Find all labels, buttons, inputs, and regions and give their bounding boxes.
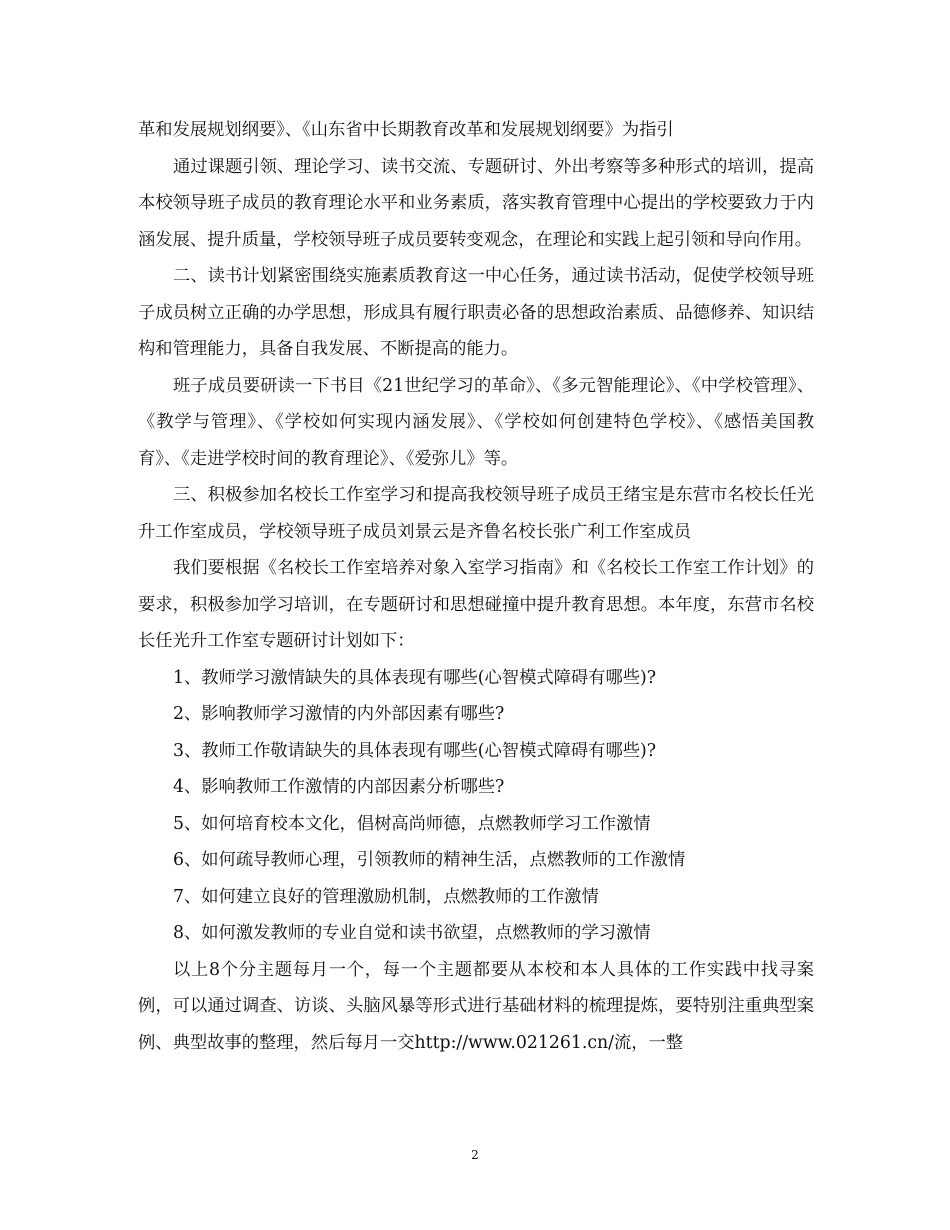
document-body [138, 112, 814, 1061]
list-item-topic-2: 2、影响教师学习激情的内外部因素有哪些? [173, 704, 505, 724]
list-item-topic-6: 6、如何疏导教师心理，引领教师的精神生活，点燃教师的工作激情 [173, 850, 686, 870]
paragraph-monthly-topics: 以上8个分主题每月一个，每一个主题都要从本校和本人具体的工作实践中找寻案例，可以通过调查、访谈、头脑风暴等形式进行基础材料的梳理提炼，要特别注重典型案例、典型故事的整理，然后每月一交http://www.021261.cn/流，一整 [138, 959, 814, 1053]
list-item-topic-8: 8、如何激发教师的专业自觉和读书欲望，点燃教师的学习激情 [173, 923, 651, 943]
list-item-topic-7: 7、如何建立良好的管理激励机制，点燃教师的工作激情 [173, 886, 599, 907]
page-number: 2 [471, 1148, 479, 1162]
paragraph-study-guide: 我们要根据《名校长工作室培养对象入室学习指南》和《名校长工作室工作计划》的要求，积极参加学习培训，在专题研讨和思想碰撞中提升教育思想。本年度，东营市名校长任光升工作室专题研讨计划如下： [138, 558, 814, 651]
paragraph-principal-studio: 三、积极参加名校长工作室学习和提高我校领导班子成员王绪宝是东营市名校长任光升工作室成员，学校领导班子成员刘景云是齐鲁名校长张广利工作室成员 [138, 485, 814, 542]
list-item-topic-5: 5、如何培育校本文化，倡树高尚师德，点燃教师学习工作激情 [173, 813, 651, 834]
list-item-topic-3: 3、教师工作敬请缺失的具体表现有哪些(心智模式障碍有哪些)? [173, 740, 657, 761]
paragraph-book-list: 班子成员要研读一下书目《21世纪学习的革命》、《多元智能理论》、《中学校管理》、《教学与管理》、《学校如何实现内涵发展》、《学校如何创建特色学校》、《感悟美国教育》、《走进学校时间的教育理论》、《爱弥儿》等。 [138, 375, 814, 469]
paragraph-training-methods: 通过课题引领、理论学习、读书交流、专题研讨、外出考察等多种形式的培训，提高本校领导班子成员的教育理论水平和业务素质，落实教育管理中心提出的学校要致力于内涵发展、提升质量，学校领导班子成员要转变观念，在理论和实践上起引领和导向作用。 [138, 156, 814, 250]
paragraph-continuation: 革和发展规划纲要》、《山东省中长期教育改革和发展规划纲要》为指引 [138, 120, 674, 140]
list-item-topic-1: 1、教师学习激情缺失的具体表现有哪些(心智模式障碍有哪些)? [173, 667, 657, 688]
list-item-topic-4: 4、影响教师工作激情的内部因素分析哪些? [173, 777, 505, 797]
paragraph-reading-plan: 二、读书计划紧密围绕实施素质教育这一中心任务，通过读书活动，促使学校领导班子成员树立正确的办学思想，形成具有履行职责必备的思想政治素质、品德修养、知识结构和管理能力，具备自我发展、不断提高的能力。 [138, 266, 814, 359]
